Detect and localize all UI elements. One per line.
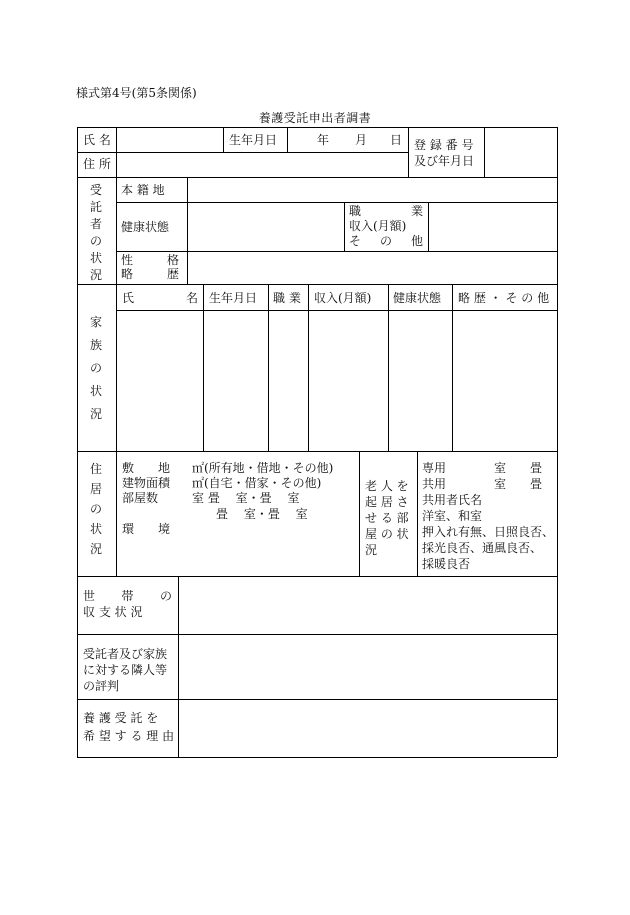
form-number-label: 様式第4号(第5条関係) (76, 86, 197, 100)
family-col-name: 氏 名 (122, 291, 198, 305)
site-label: 敷 地 (122, 461, 171, 475)
registration-date-label: 及び年月日 (414, 154, 475, 168)
room-details: 専用 室 畳 共用 室 畳 共用者氏名 洋室、和室 押入れ有無、日照良否、 採光良否、通風良否、 採暖良否 (422, 461, 555, 571)
history-label: 略 歴 (121, 267, 179, 281)
elder-room-label: 老 人 を 起 居 さ せ る 部 屋 の 状 況 (365, 479, 409, 557)
family-section-heading: 家 族 の 状 況 (89, 315, 102, 421)
reason-label-1: 養 護 受 託 を (83, 711, 159, 725)
year-label: 年 (317, 133, 330, 147)
rooms-label: 部屋数 (122, 491, 159, 505)
personality-label: 性 格 (121, 253, 179, 267)
household-finance-label-2: 収 支 状 況 (83, 605, 143, 619)
income-label: 収入(月額) (349, 219, 407, 233)
birthdate-label: 生年月日 (229, 133, 278, 147)
building-area-value: ㎡(自宅・借家・その他) (192, 476, 322, 490)
family-col-health: 健康状態 (393, 291, 442, 305)
other-label: そ の 他 (349, 234, 423, 248)
reason-label-2: 希 望 す る 理 由 (83, 729, 175, 743)
housing-section-heading: 住 居 の 状 況 (89, 462, 102, 556)
day-label: 日 (390, 133, 403, 147)
address-label: 住 所 (83, 157, 111, 171)
building-area-label: 建物面積 (122, 476, 171, 490)
rooms-value-1: 室 畳 室・畳 室 (192, 491, 300, 505)
environment-label: 環 境 (122, 522, 171, 536)
health-label: 健康状態 (121, 220, 170, 234)
trustee-section-heading: 受 託 者 の 状 況 (89, 183, 102, 282)
family-col-income: 収入(月額) (314, 291, 372, 305)
family-col-birthdate: 生年月日 (209, 291, 258, 305)
neighbor-reputation-label: 受託者及び家族 に対する隣人等 の評判 (83, 647, 168, 693)
occupation-label: 職 業 (349, 204, 423, 218)
month-label: 月 (355, 133, 368, 147)
registration-number-label: 登 録 番 号 (414, 138, 474, 152)
domicile-label: 本 籍 地 (121, 183, 165, 197)
family-col-occupation: 職 業 (273, 291, 301, 305)
rooms-value-2: 畳 室・畳 室 (216, 507, 308, 521)
document-title: 養護受託申出者調書 (258, 111, 372, 125)
family-col-history: 略 歴 ・ そ の 他 (458, 291, 550, 305)
site-value: ㎡(所有地・借地・その他) (192, 461, 334, 475)
household-finance-label: 世 帯 の (83, 589, 172, 603)
name-label: 氏 名 (83, 133, 111, 147)
